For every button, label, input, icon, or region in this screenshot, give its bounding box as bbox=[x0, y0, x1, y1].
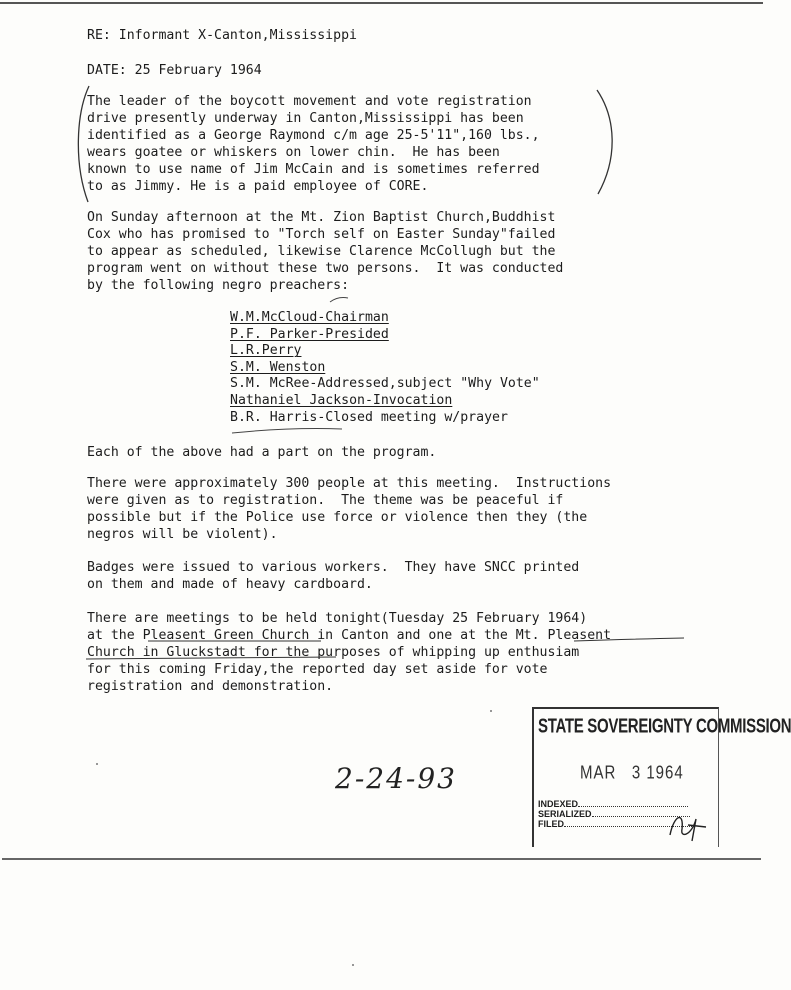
text-line: drive presently underway in Canton,Mississippi has been bbox=[87, 111, 524, 126]
text-line: Badges were issued to various workers. They have SNCC printed bbox=[87, 560, 580, 575]
text-line: by the following negro preachers: bbox=[87, 278, 350, 293]
preacher-item: B.R. Harris-Closed meeting w/prayer bbox=[230, 409, 508, 425]
text-line: wears goatee or whiskers on lower chin. He has been bbox=[87, 145, 500, 160]
text-line: There are meetings to be held tonight(Tuesday 25 February 1964) bbox=[87, 611, 588, 626]
stamp-title: STATE SOVEREIGNTY COMMISSION bbox=[538, 715, 791, 738]
scan-speck bbox=[490, 710, 492, 712]
text-line: known to use name of Jim McCain and is sometimes referred bbox=[87, 162, 540, 177]
preacher-item: W.M.McCloud-Chairman bbox=[230, 310, 389, 325]
handwritten-file-number: 2-24-93 bbox=[335, 762, 457, 795]
stamp-date: MAR 3 1964 bbox=[580, 763, 684, 784]
preacher-item: L.R.Perry bbox=[230, 343, 302, 359]
text-line: for this coming Friday,the reported day set aside for vote bbox=[87, 662, 548, 677]
text-line: at the Pleasent Green Church in Canton and one at the Mt. Pleasent bbox=[87, 628, 612, 643]
paragraph-program-note bbox=[87, 444, 727, 461]
text-line: were given as to registration. The theme was be peaceful if bbox=[87, 493, 564, 508]
paragraph-church-meeting bbox=[87, 209, 727, 294]
paragraph-badges bbox=[87, 559, 727, 593]
text-line: identified as a George Raymond c/m age 25-5'11",160 lbs., bbox=[87, 128, 540, 143]
text-line: to as Jimmy. He is a paid employee of CORE. bbox=[87, 179, 429, 194]
text-line: negros will be violent). bbox=[87, 527, 278, 542]
text-line: possible but if the Police use force or violence then they (the bbox=[87, 510, 588, 525]
scan-speck bbox=[352, 964, 354, 966]
paragraph-underline-marks bbox=[86, 636, 696, 666]
text-line: program went on without these two persons. It was conducted bbox=[87, 261, 564, 276]
paragraph-attendance bbox=[87, 475, 727, 543]
stamp-field-label: SERIALIZED bbox=[538, 809, 592, 819]
text-line: On Sunday afternoon at the Mt. Zion Baptist Church,Buddhist bbox=[87, 210, 556, 225]
text-line: on them and made of heavy cardboard. bbox=[87, 577, 373, 592]
bottom-scan-edge bbox=[2, 858, 761, 860]
initials-signature-mark bbox=[662, 805, 712, 845]
stamp-field-label: INDEXED bbox=[538, 799, 579, 809]
date-line: DATE: 25 February 1964 bbox=[87, 63, 262, 78]
preacher-item: S.M. McRee-Addressed,subject "Why Vote" bbox=[230, 376, 540, 392]
scan-speck bbox=[96, 763, 98, 765]
preacher-item: Nathaniel Jackson-Invocation bbox=[230, 392, 453, 408]
preacher-item: S.M. Wenston bbox=[230, 359, 326, 375]
commission-stamp bbox=[532, 707, 791, 847]
preacher-item: P.F. Parker-Presided bbox=[230, 326, 389, 342]
paragraph-suspect-description bbox=[87, 93, 727, 195]
text-line: Each of the above had a part on the program. bbox=[87, 445, 437, 460]
stamp-field-label: FILED bbox=[538, 819, 564, 829]
text-line: The leader of the boycott movement and vote registration bbox=[87, 94, 532, 109]
text-line: Church in Gluckstadt for the purposes of whipping up enthusiam bbox=[87, 645, 580, 660]
top-scan-edge bbox=[0, 2, 763, 4]
re-line: RE: Informant X-Canton,Mississippi bbox=[87, 28, 357, 43]
text-line: Cox who has promised to "Torch self on Easter Sunday"failed bbox=[87, 227, 556, 242]
text-line: registration and demonstration. bbox=[87, 679, 334, 694]
text-line: to appear as scheduled, likewise Clarence McCollugh but the bbox=[87, 244, 556, 259]
handwritten-underline-marks bbox=[226, 290, 386, 440]
text-line: There were approximately 300 people at this meeting. Instructions bbox=[87, 476, 612, 491]
